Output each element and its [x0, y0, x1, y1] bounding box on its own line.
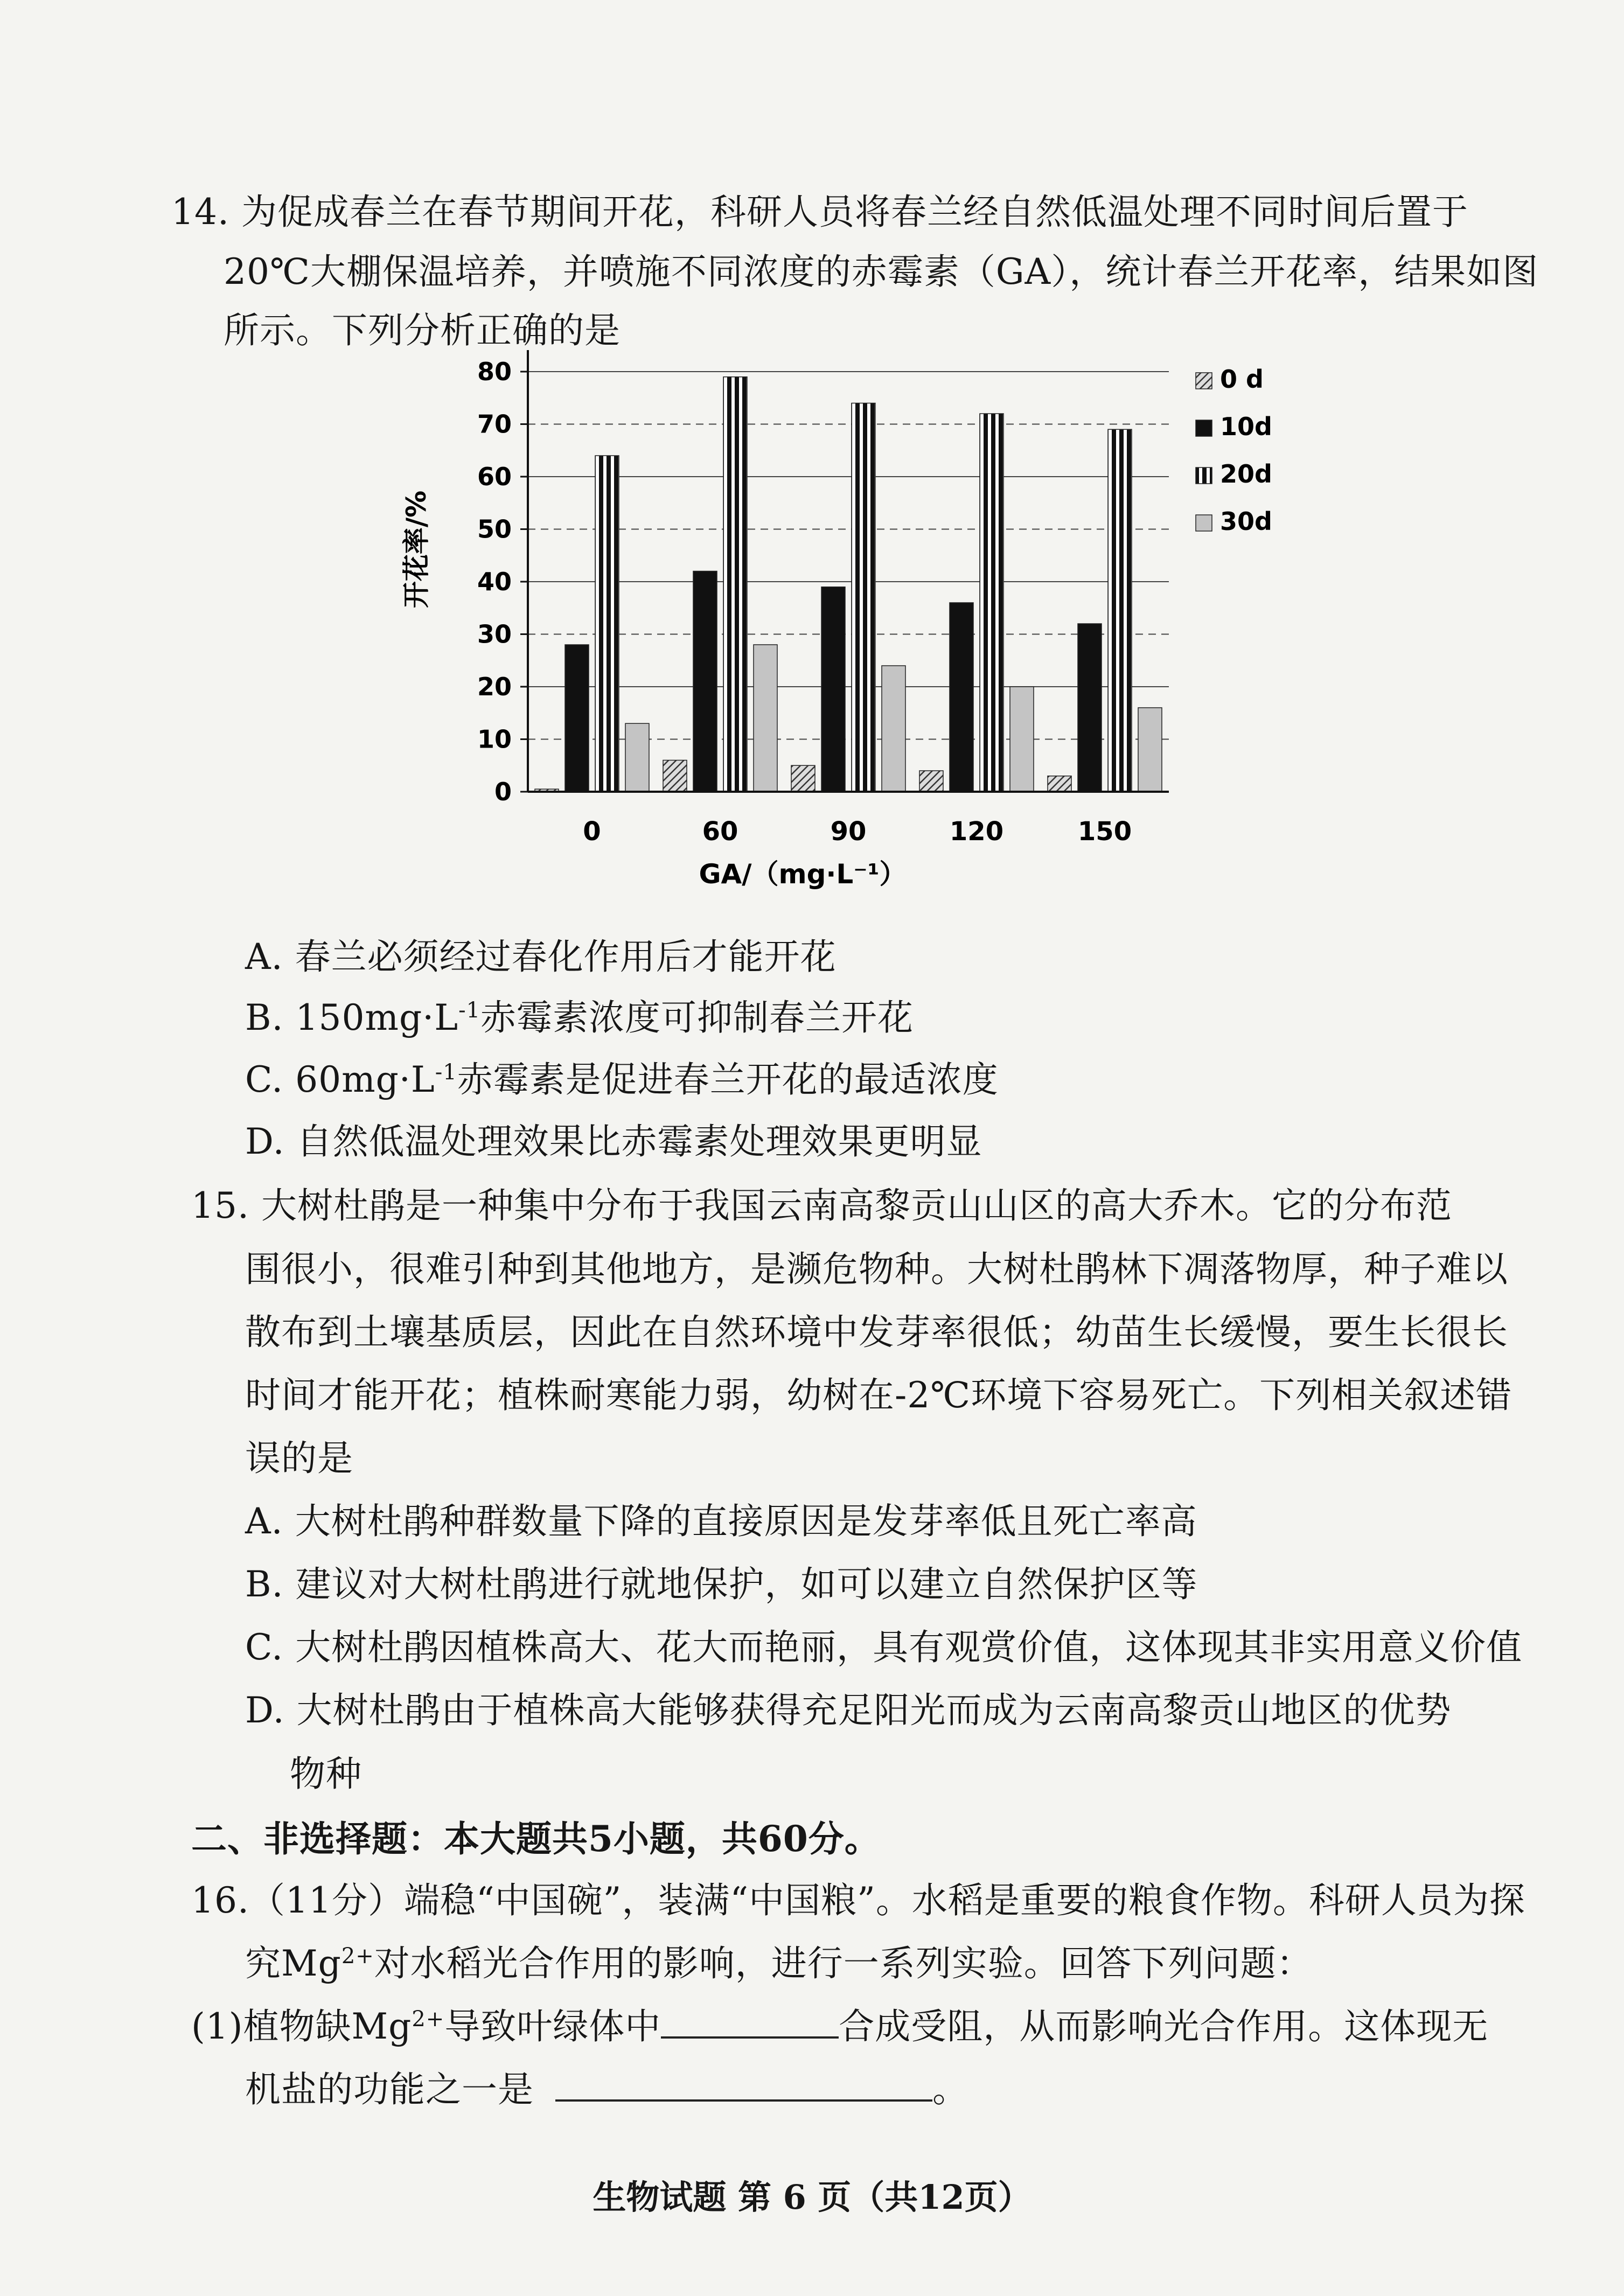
legend-swatch [1196, 467, 1212, 484]
x-tick-label: 60 [702, 816, 738, 847]
y-tick-label: 20 [477, 672, 512, 701]
q16-stem-line-2: 究$Mg^{2+}$对水稻光合作用的影响，进行一系列实验。回答下列问题： [245, 1943, 1313, 1984]
y-tick-label: 30 [477, 619, 512, 649]
q15-stem-line-3: 散布到土壤基质层，因此在自然环境中发芽率很低；幼苗生长缓慢，要生长很长 [245, 1311, 1508, 1353]
bar [723, 377, 747, 792]
legend-label: 30d [1220, 507, 1272, 536]
legend-swatch [1196, 515, 1212, 531]
q16-stem-line-1: 16.（11分）端稳“中国碗”，装满“中国粮”。水稻是重要的粮食作物。科研人员为探 [191, 1880, 1525, 1921]
bar [754, 645, 777, 792]
q14-stem-line-2: 20℃大棚保温培养，并喷施不同浓度的赤霉素（GA），统计春兰开花率，结果如图 [224, 251, 1539, 292]
page-footer: 生物试题 第 6 页（共12页） [593, 2178, 1031, 2217]
y-tick-label: 40 [477, 567, 512, 596]
bar [1138, 708, 1162, 792]
legend-label: 10d [1220, 412, 1272, 441]
q16-sub1-line-1: (1)植物缺$Mg^{2+}$导致叶绿体中 合成受阻，从而影响光合作用。这体现无 [191, 2004, 1488, 2049]
bar [663, 760, 687, 792]
q14-option-b: B. $150mg\cdot L^{-1}$赤霉素浓度可抑制春兰开花 [245, 997, 914, 1038]
q15-option-a: A. 大树杜鹃种群数量下降的直接原因是发芽率低且死亡率高 [245, 1501, 1197, 1542]
q16-sub1-line-2: 机盐的功能之一是 。 [245, 2067, 968, 2112]
x-tick-label: 0 [583, 816, 601, 847]
bar [852, 403, 875, 792]
bar [950, 603, 973, 792]
q15-stem-line-5: 误的是 [245, 1437, 353, 1479]
chart-legend [1196, 365, 1272, 536]
q14-option-a: A. 春兰必须经过春化作用后才能开花 [245, 936, 837, 978]
q15-option-d: D. 大树杜鹃由于植株高大能够获得充足阳光而成为云南高黎贡山地区的优势 [245, 1690, 1452, 1731]
legend-swatch [1196, 420, 1212, 436]
bar [821, 587, 845, 792]
chart-bars [535, 377, 1162, 792]
y-tick-label: 0 [494, 777, 512, 806]
y-tick-label: 60 [477, 462, 512, 491]
y-tick-label: 80 [477, 357, 512, 386]
bar [1048, 776, 1071, 792]
legend-label: 20d [1220, 459, 1272, 488]
bar [919, 771, 943, 792]
q14-option-c: C. $60mg\cdot L^{-1}$赤霉素是促进春兰开花的最适浓度 [245, 1059, 999, 1100]
bar [980, 414, 1003, 792]
bar [882, 666, 905, 792]
y-tick-label: 70 [477, 409, 512, 439]
bar [625, 723, 649, 792]
legend-label: 0 d [1220, 365, 1264, 394]
x-axis-label: GA/（mg·L⁻¹） [699, 859, 907, 890]
answer-blank-1[interactable] [661, 2004, 839, 2039]
legend-swatch [1196, 373, 1212, 389]
bar [791, 765, 815, 792]
q15-option-d-cont: 物种 [290, 1753, 362, 1795]
bar [565, 645, 589, 792]
q15-stem-line-1: 15. 大树杜鹃是一种集中分布于我国云南高黎贡山山区的高大乔木。它的分布范 [191, 1185, 1452, 1226]
bar [693, 571, 717, 792]
y-tick-label: 10 [477, 724, 512, 754]
flowering-rate-bar-chart [388, 339, 1304, 921]
x-tick-label: 90 [830, 816, 867, 847]
q14-option-d: D. 自然低温处理效果比赤霉素处理效果更明显 [245, 1121, 982, 1162]
q14-stem-line-1: 14. 为促成春兰在春节期间开花，科研人员将春兰经自然低温处理不同时间后置于 [171, 191, 1468, 233]
bar [1010, 687, 1034, 792]
y-axis-label: 开花率/% [401, 490, 432, 609]
chart-gridlines [528, 372, 1169, 739]
q15-stem-line-4: 时间才能开花；植株耐寒能力弱，幼树在-2℃环境下容易死亡。下列相关叙述错 [245, 1374, 1513, 1416]
x-tick-label: 120 [949, 816, 1004, 847]
section-2-title: 二、非选择题：本大题共5小题，共60分。 [191, 1818, 881, 1860]
bar [1108, 429, 1132, 792]
q15-option-b: B. 建议对大树杜鹃进行就地保护，如可以建立自然保护区等 [245, 1564, 1198, 1605]
q15-stem-line-2: 围很小，很难引种到其他地方，是濒危物种。大树杜鹃林下凋落物厚，种子难以 [245, 1248, 1508, 1290]
y-tick-label: 50 [477, 514, 512, 544]
answer-blank-2[interactable] [555, 2067, 932, 2102]
q15-option-c: C. 大树杜鹃因植株高大、花大而艳丽，具有观赏价值，这体现其非实用意义价值 [245, 1627, 1523, 1668]
x-tick-label: 150 [1077, 816, 1132, 847]
bar [1078, 624, 1102, 792]
q14-stem-line-3: 所示。下列分析正确的是 [224, 310, 621, 351]
bar [595, 456, 619, 792]
